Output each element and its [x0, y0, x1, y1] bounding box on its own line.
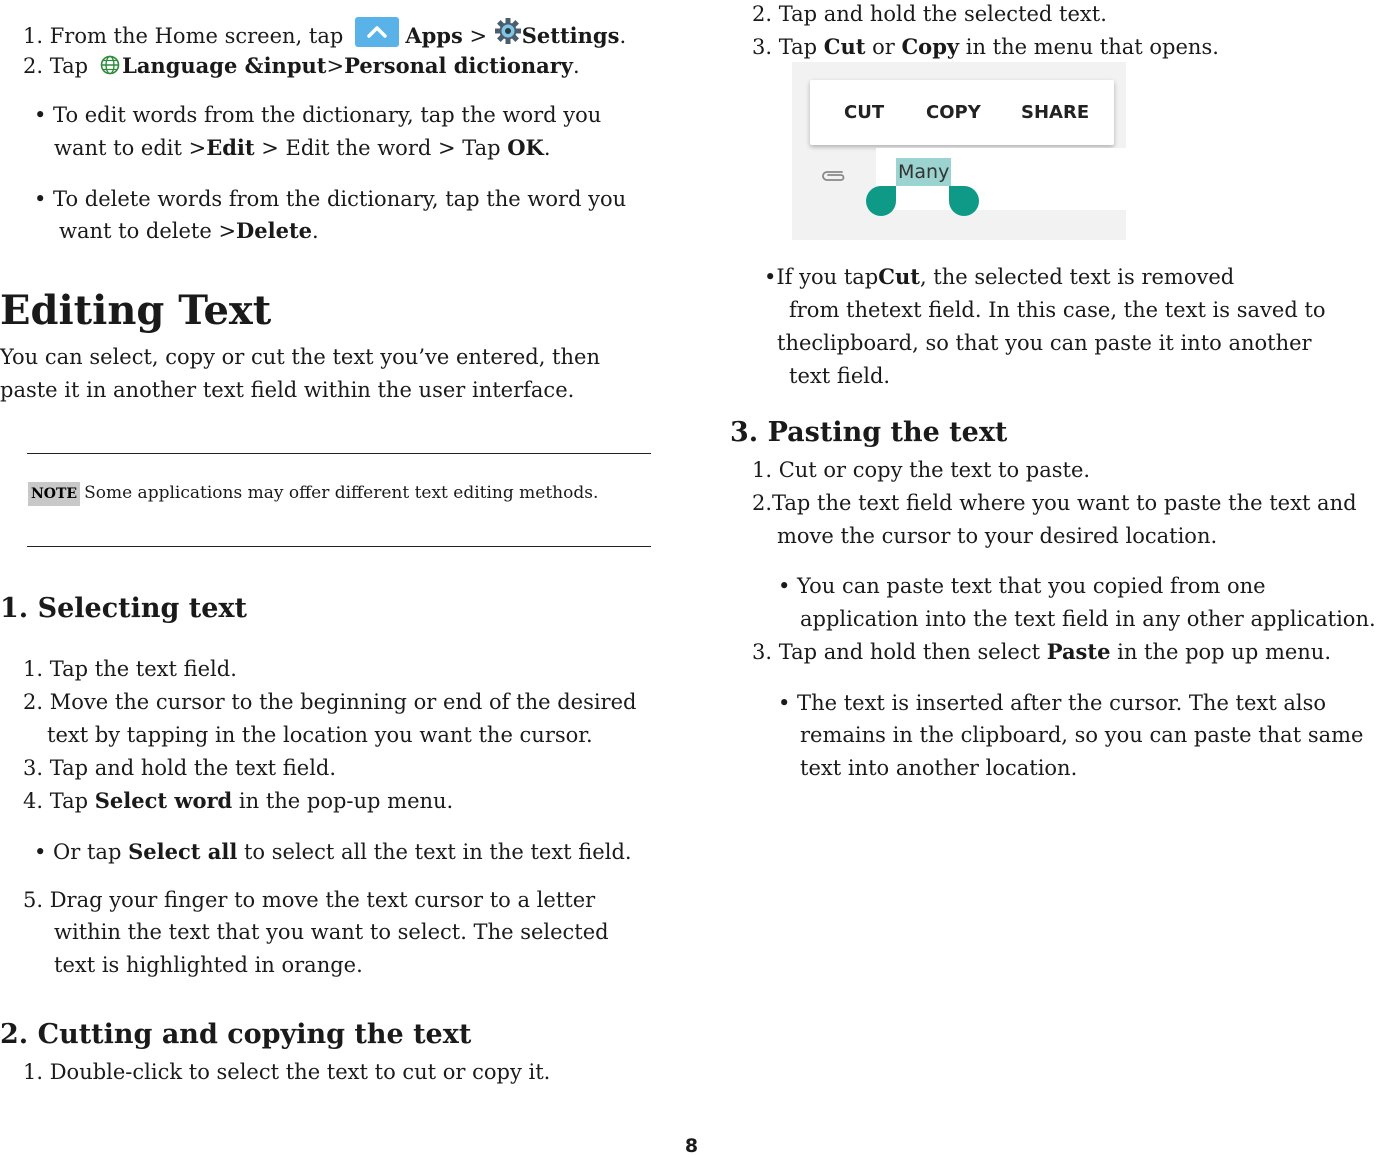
- edit-label: Edit: [206, 135, 255, 160]
- text: 4. Tap: [23, 789, 95, 813]
- step-text: 2. Tap: [23, 54, 89, 78]
- cut-label: Cut: [823, 34, 866, 59]
- copy-label: Copy: [901, 34, 960, 59]
- menu-copy: COPY: [926, 102, 981, 123]
- menu-cut: CUT: [844, 102, 885, 123]
- apps-chevron-up-icon: [355, 17, 399, 47]
- language-label: Language &input: [122, 53, 327, 78]
- text: in the menu that opens.: [959, 35, 1219, 59]
- step-tap-language: [23, 52, 580, 80]
- select-bullet: [34, 838, 632, 866]
- note-bottom-rule: [27, 546, 651, 547]
- page-number: 8: [684, 1135, 699, 1157]
- paste-step-1: 1. Cut or copy the text to paste.: [752, 458, 1091, 482]
- selection-handle-right: [949, 186, 979, 216]
- section-heading-editing-text: Editing Text: [0, 287, 272, 334]
- period: .: [543, 136, 551, 160]
- paste-step-3: [752, 638, 1331, 666]
- step-from-home: [23, 17, 626, 50]
- intro-line2: paste it in another text field within the user interface.: [0, 378, 575, 402]
- select-step-3: 3. Tap and hold the text field.: [23, 756, 337, 780]
- text: •If you tap: [764, 265, 879, 289]
- paste-bullet-1-line2: application into the text field in any other application.: [800, 607, 1376, 631]
- select-all-label: Select all: [128, 839, 238, 864]
- paste-step-2-line1: 2.Tap the text field where you want to paste the text and: [752, 491, 1357, 515]
- apps-label: Apps: [405, 23, 463, 48]
- select-step-5-line2: within the text that you want to select. The selected: [54, 920, 609, 944]
- heading-cutting-copying: 2. Cutting and copying the text: [0, 1019, 472, 1050]
- delete-label: Delete: [236, 218, 313, 243]
- selected-word: Many: [896, 158, 951, 186]
- text: 3. Tap and hold then select: [752, 640, 1047, 664]
- paste-label: Paste: [1046, 639, 1111, 664]
- text-selection-screenshot: [792, 62, 1126, 240]
- bullet-edit-line2: [54, 134, 551, 162]
- step-text: 1. From the Home screen, tap: [23, 24, 344, 48]
- select-step-1: 1. Tap the text field.: [23, 657, 237, 681]
- select-step-5-line1: 5. Drag your finger to move the text cursor to a letter: [23, 888, 596, 912]
- bullet-delete-line1: • To delete words from the dictionary, tap the word you: [34, 187, 627, 211]
- globe-icon: [100, 54, 120, 74]
- heading-selecting-text: 1. Selecting text: [0, 593, 247, 624]
- select-step-2-line1: 2. Move the cursor to the beginning or end of the desired: [23, 690, 637, 714]
- menu-share: SHARE: [1021, 102, 1090, 123]
- text: want to delete >: [59, 219, 237, 243]
- text: in the pop up menu.: [1110, 640, 1332, 664]
- paste-bullet-1-line1: • You can paste text that you copied from one: [778, 574, 1266, 598]
- settings-gear-icon: [494, 17, 522, 45]
- period: .: [619, 24, 627, 48]
- text: , the selected text is removed: [919, 265, 1235, 289]
- cut-note-line4: text field.: [789, 364, 891, 388]
- paste-bullet-2-line3: text into another location.: [800, 756, 1078, 780]
- text: want to edit >: [54, 136, 207, 160]
- cut-step-1: 1. Double-click to select the text to cut or copy it.: [23, 1060, 551, 1084]
- selection-handle-left: [866, 186, 896, 216]
- select-step-2-line2: text by tapping in the location you want the cursor.: [47, 723, 593, 747]
- paste-step-2-line2: move the cursor to your desired location.: [777, 524, 1218, 548]
- sep: >: [462, 24, 494, 48]
- ok-label: OK: [507, 135, 544, 160]
- cut-note-line3: theclipboard, so that you can paste it into another: [777, 331, 1312, 355]
- heading-pasting-text: 3. Pasting the text: [730, 417, 1008, 448]
- text: • Or tap: [34, 840, 129, 864]
- paste-bullet-2-line2: remains in the clipboard, so you can paste that same: [800, 723, 1364, 747]
- intro-line1: You can select, copy or cut the text you’ve entered, then: [0, 345, 600, 369]
- period: .: [573, 54, 580, 78]
- note-text: Some applications may offer different text editing methods.: [84, 483, 599, 503]
- sep: >: [326, 54, 345, 78]
- text: 3. Tap: [752, 35, 824, 59]
- note-badge: NOTE: [28, 482, 80, 506]
- text: to select all the text in the text field.: [237, 840, 632, 864]
- settings-label: Settings: [521, 23, 620, 48]
- personal-dictionary-label: Personal dictionary: [344, 53, 574, 78]
- note-box: [28, 478, 598, 506]
- note-top-rule: [27, 453, 651, 454]
- paste-bullet-2-line1: • The text is inserted after the cursor. The text also: [778, 691, 1327, 715]
- select-step-5-line3: text is highlighted in orange.: [54, 953, 363, 977]
- text: > Edit the word > Tap: [254, 136, 508, 160]
- cut-note-line2: from thetext field. In this case, the text is saved to: [789, 298, 1326, 322]
- bullet-delete-line2: [59, 217, 319, 245]
- cut-step-2: 2. Tap and hold the selected text.: [752, 2, 1107, 26]
- period: .: [312, 219, 319, 243]
- cut-step-3: [752, 33, 1219, 61]
- context-menu: [810, 80, 1114, 145]
- text: or: [865, 35, 902, 59]
- select-step-4: [23, 787, 453, 815]
- paperclip-icon: [818, 166, 848, 186]
- select-word-label: Select word: [94, 788, 233, 813]
- cut-label: Cut: [878, 264, 920, 289]
- bullet-edit-line1: • To edit words from the dictionary, tap the word you: [34, 103, 602, 127]
- text: in the pop-up menu.: [232, 789, 454, 813]
- cut-note-line1: [764, 263, 1234, 291]
